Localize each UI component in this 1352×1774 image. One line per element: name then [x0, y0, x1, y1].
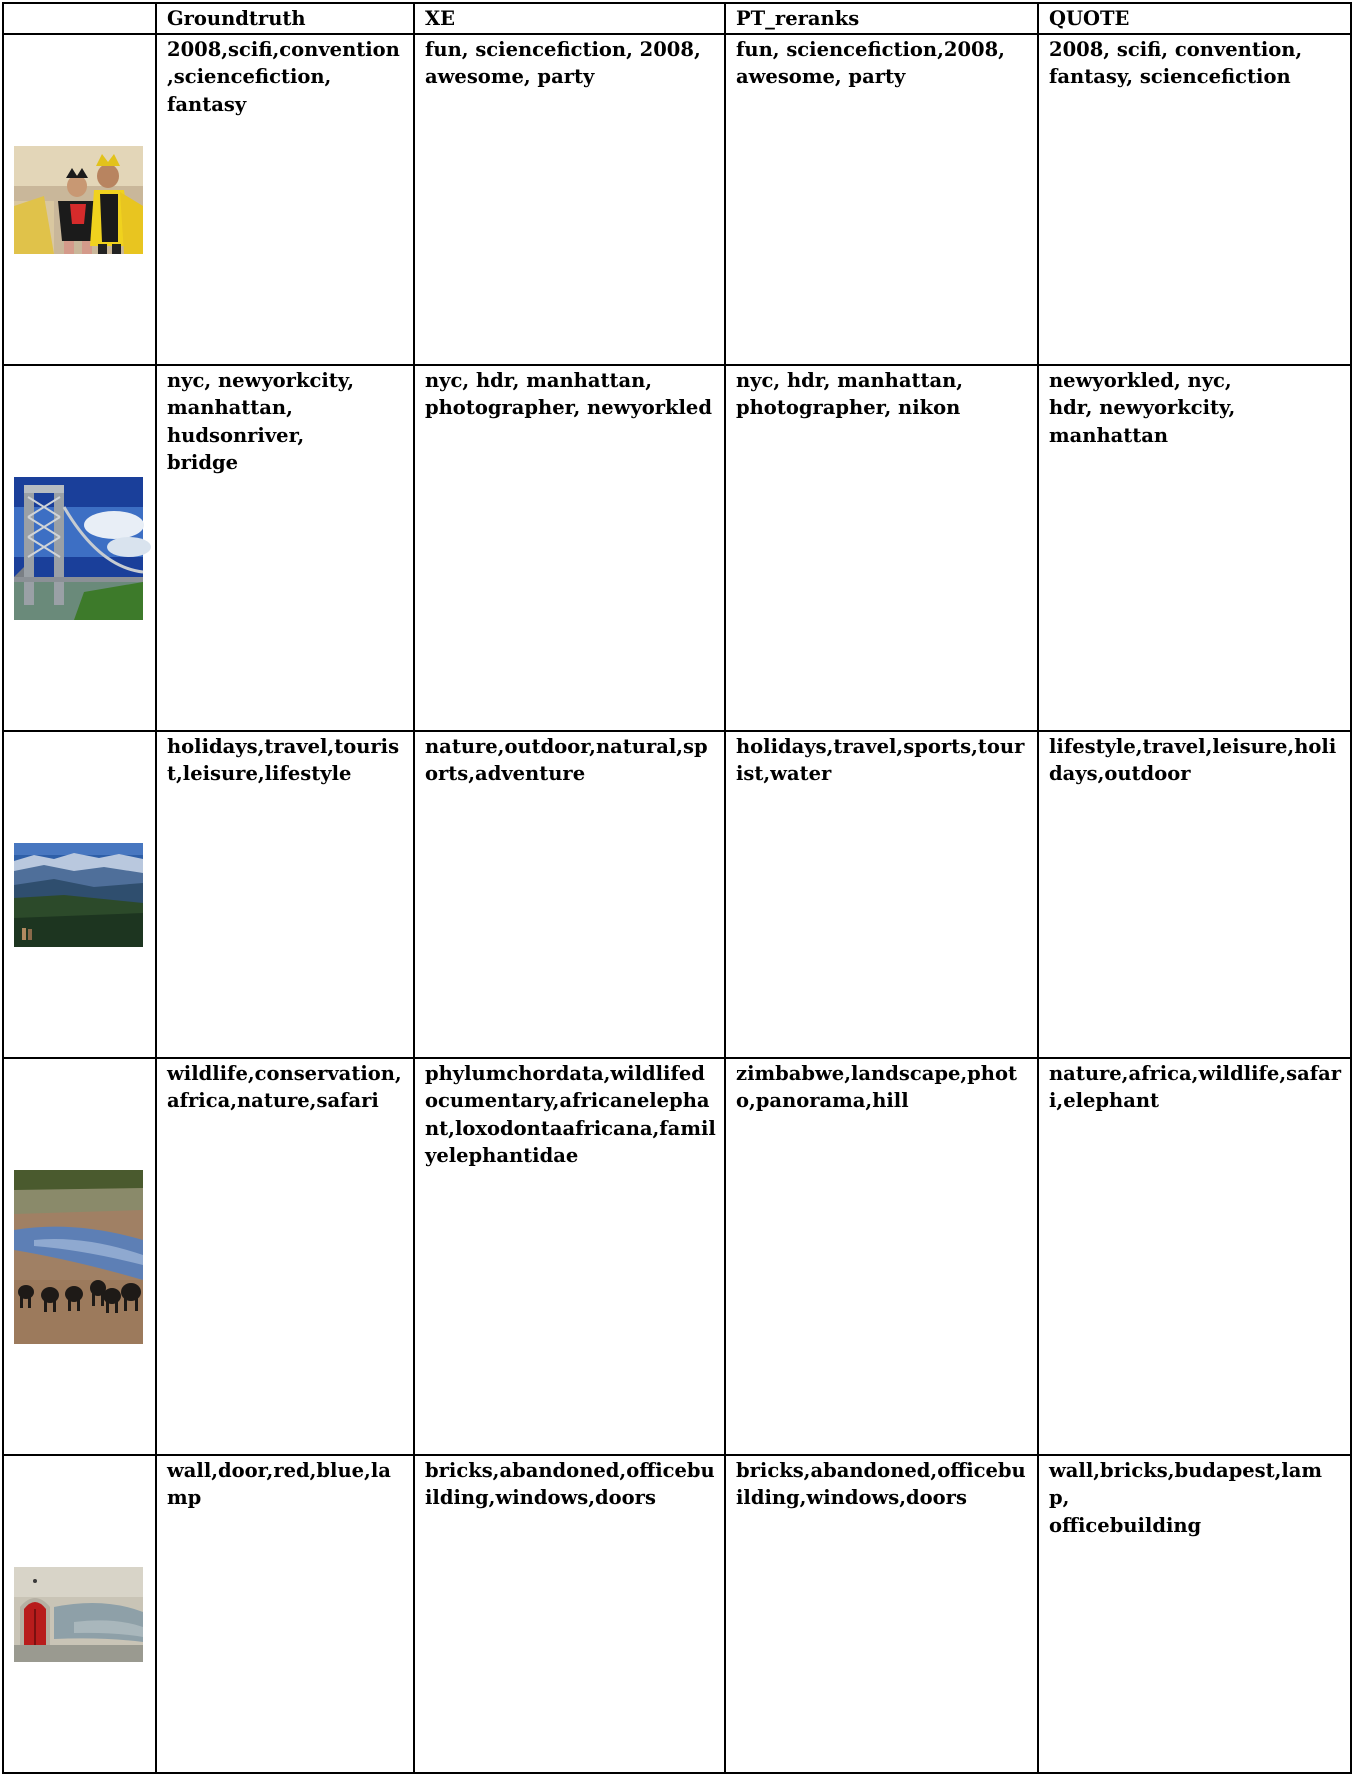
- results-table-wrapper: [2, 2, 1352, 1774]
- image-cell: [3, 34, 156, 365]
- groundtruth-cell: wall,door,red,blue,la mp: [156, 1455, 414, 1773]
- quote-cell: wall,bricks,budapest,lamp, officebuilding: [1038, 1455, 1351, 1773]
- pt-reranks-cell: holidays,travel,sports,tour ist,water: [725, 731, 1038, 1058]
- quote-cell: newyorkled, nyc, hdr, newyorkcity, manhattan: [1038, 365, 1351, 731]
- xe-cell: nature,outdoor,natural,sp orts,adventure: [414, 731, 725, 1058]
- table-row: [3, 365, 1351, 731]
- header-pt-reranks: PT_reranks: [725, 3, 1038, 34]
- quote-cell: 2008, scifi, convention, fantasy, sciencefiction: [1038, 34, 1351, 365]
- tag-comparison-table: [2, 2, 1352, 1774]
- groundtruth-cell: wildlife,conservation, africa,nature,safari: [156, 1058, 414, 1455]
- header-image: [3, 3, 156, 34]
- image-cell: [3, 1058, 156, 1455]
- pt-reranks-cell: fun, sciencefiction,2008, awesome, party: [725, 34, 1038, 365]
- xe-cell: phylumchordata,wildlifed ocumentary,africanelepha nt,loxodontaafricana,famil yelephantidae: [414, 1058, 725, 1455]
- groundtruth-cell: nyc, newyorkcity, manhattan, hudsonriver, bridge: [156, 365, 414, 731]
- pt-reranks-cell: zimbabwe,landscape,phot o,panorama,hill: [725, 1058, 1038, 1455]
- table-row: [3, 731, 1351, 1058]
- convention-costume-photo: [14, 91, 143, 309]
- red-door-wall-photo: [14, 1512, 143, 1717]
- xe-cell: fun, sciencefiction, 2008, awesome, party: [414, 34, 725, 365]
- pt-reranks-cell: bricks,abandoned,officebu ilding,windows,doors: [725, 1455, 1038, 1773]
- elephants-river-photo: [14, 1115, 143, 1399]
- table-row: [3, 1455, 1351, 1773]
- header-xe: XE: [414, 3, 725, 34]
- image-cell: [3, 1455, 156, 1773]
- xe-cell: nyc, hdr, manhattan, photographer, newyorkled: [414, 365, 725, 731]
- groundtruth-cell: holidays,travel,touris t,leisure,lifestyle: [156, 731, 414, 1058]
- header-quote: QUOTE: [1038, 3, 1351, 34]
- bridge-photo: [14, 422, 143, 675]
- header-groundtruth: Groundtruth: [156, 3, 414, 34]
- image-cell: [3, 365, 156, 731]
- pt-reranks-cell: nyc, hdr, manhattan, photographer, nikon: [725, 365, 1038, 731]
- table-row: [3, 34, 1351, 365]
- image-cell: [3, 731, 156, 1058]
- quote-cell: nature,africa,wildlife,safar i,elephant: [1038, 1058, 1351, 1455]
- quote-cell: lifestyle,travel,leisure,holi days,outdoor: [1038, 731, 1351, 1058]
- xe-cell: bricks,abandoned,officebu ilding,windows,doors: [414, 1455, 725, 1773]
- table-row: [3, 1058, 1351, 1455]
- groundtruth-cell: 2008,scifi,convention ,sciencefiction, fantasy: [156, 34, 414, 365]
- header-row: [3, 3, 1351, 34]
- mountain-landscape-photo: [14, 788, 143, 1002]
